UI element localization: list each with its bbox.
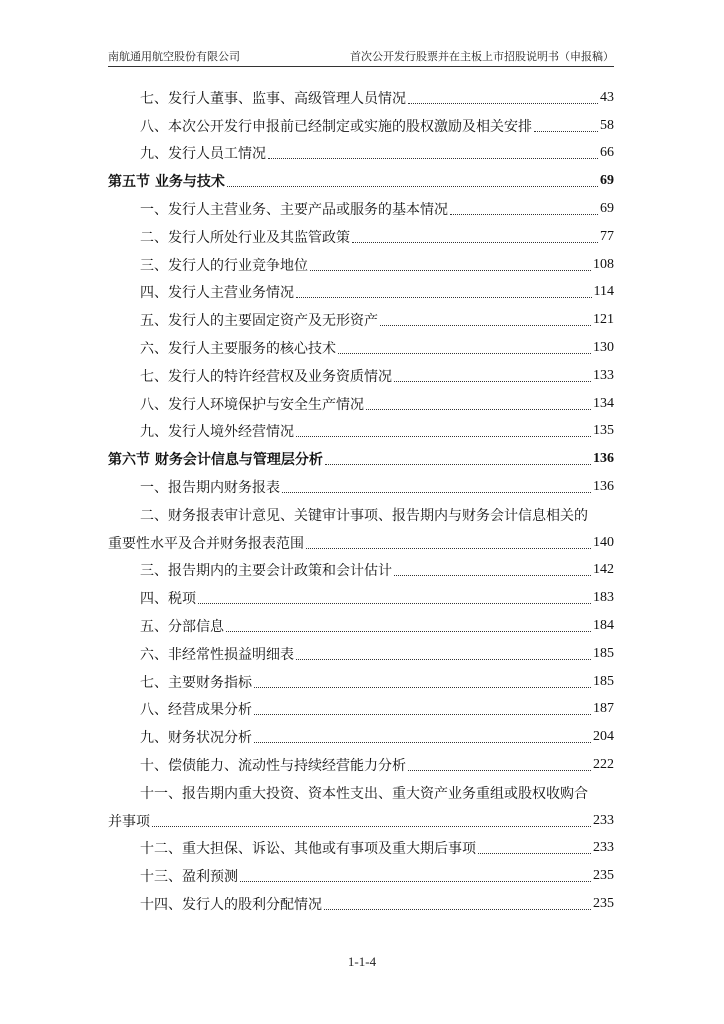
toc-entry-label: 六、非经常性损益明细表	[140, 646, 294, 663]
toc-leader-dots	[296, 658, 591, 660]
toc-entry-label: 十四、发行人的股利分配情况	[140, 897, 322, 913]
toc-entry-page: 69	[600, 173, 614, 189]
toc-entry-page: 43	[600, 89, 614, 105]
toc-leader-dots	[227, 185, 598, 187]
toc-entry[interactable]	[108, 334, 614, 362]
toc-leader-dots	[226, 630, 591, 632]
toc-entry-page: 66	[600, 145, 614, 161]
toc-leader-dots	[394, 574, 591, 576]
toc-entry[interactable]	[108, 612, 614, 640]
toc-entry[interactable]	[108, 140, 614, 168]
toc-entry-label: 二、财务报表审计意见、关键审计事项、报告期内与财务会计信息相关的	[140, 507, 588, 524]
toc-entry[interactable]	[108, 890, 614, 918]
toc-entry-page: 183	[593, 590, 614, 606]
toc-entry-label: 重要性水平及合并财务报表范围	[108, 535, 304, 552]
toc-leader-dots	[325, 463, 591, 465]
toc-entry[interactable]	[108, 223, 614, 251]
toc-entry-label: 四、发行人主营业务情况	[140, 285, 294, 302]
toc-entry-label: 二、发行人所处行业及其监管政策	[140, 229, 350, 246]
toc-entry-page: 136	[593, 479, 614, 495]
toc-entry-page: 136	[593, 451, 614, 467]
toc-entry-page: 134	[593, 395, 614, 411]
toc-entry-page: 235	[593, 868, 614, 884]
toc-leader-dots	[534, 130, 598, 132]
toc-entry-page: 142	[593, 562, 614, 578]
toc-entry-label: 九、财务状况分析	[140, 730, 252, 747]
toc-entry-page: 185	[593, 645, 614, 661]
toc-entry-label: 一、报告期内财务报表	[140, 480, 280, 497]
toc-leader-dots	[478, 852, 591, 854]
toc-entry-page: 135	[593, 423, 614, 439]
toc-entry[interactable]	[108, 473, 614, 501]
toc-entry[interactable]	[108, 779, 614, 807]
toc-entry-page: 77	[600, 228, 614, 244]
toc-entry-label: 五、发行人的主要固定资产及无形资产	[140, 313, 378, 330]
toc-entry-label: 十、偿债能力、流动性与持续经营能力分析	[140, 758, 406, 775]
toc-entry-page: 121	[593, 312, 614, 328]
toc-entry-page: 233	[593, 812, 614, 828]
toc-entry[interactable]	[108, 835, 614, 863]
toc-entry-label: 九、发行人境外经营情况	[140, 424, 294, 441]
toc-entry[interactable]	[108, 418, 614, 446]
toc-entry-label: 八、本次公开发行申报前已经制定或实施的股权激励及相关安排	[140, 118, 532, 135]
toc-entry-page: 235	[593, 896, 614, 911]
toc-entry[interactable]	[108, 529, 614, 557]
toc-entry-label: 十一、报告期内重大投资、资本性支出、重大资产业务重组或股权收购合	[140, 785, 588, 802]
toc-entry-page: 114	[593, 284, 614, 300]
toc-leader-dots	[152, 825, 591, 827]
toc-section-entry[interactable]	[108, 167, 614, 195]
page-number: 1-1-4	[347, 954, 377, 969]
toc-entry[interactable]	[108, 306, 614, 334]
toc-leader-dots	[310, 269, 591, 271]
toc-entry-label: 六、发行人主要服务的核心技术	[140, 341, 336, 358]
toc-leader-dots	[240, 880, 591, 882]
toc-leader-dots	[198, 602, 591, 604]
toc-entry-label: 三、报告期内的主要会计政策和会计估计	[140, 563, 392, 580]
toc-leader-dots	[394, 380, 591, 382]
header-company: 南航通用航空股份有限公司	[108, 50, 240, 63]
toc-entry-page: 58	[600, 117, 614, 133]
toc-entry-label: 七、主要财务指标	[140, 674, 252, 691]
toc-leader-dots	[296, 296, 592, 298]
toc-entry-page: 204	[593, 729, 614, 745]
toc-entry-label: 七、发行人董事、监事、高级管理人员情况	[140, 90, 406, 107]
toc-entry[interactable]	[108, 557, 614, 585]
toc-leader-dots	[450, 213, 598, 215]
toc-entry-label: 七、发行人的特许经营权及业务资质情况	[140, 368, 392, 385]
toc-entry[interactable]	[108, 751, 614, 779]
toc-entry-label: 九、发行人员工情况	[140, 146, 266, 163]
toc-leader-dots	[254, 713, 591, 715]
toc-leader-dots	[380, 324, 591, 326]
toc-leader-dots	[338, 352, 591, 354]
toc-entry-page: 185	[593, 673, 614, 689]
toc-entry-label: 四、税项	[140, 591, 196, 608]
toc-entry[interactable]	[108, 807, 614, 835]
toc-entry[interactable]	[108, 584, 614, 612]
toc-entry[interactable]	[108, 390, 614, 418]
toc-entry[interactable]	[108, 251, 614, 279]
toc-entry[interactable]	[108, 696, 614, 724]
toc-entry[interactable]	[108, 640, 614, 668]
toc-leader-dots	[352, 241, 598, 243]
toc-leader-dots	[324, 908, 591, 910]
toc-entry-page: 222	[593, 757, 614, 773]
toc-entry-label: 并事项	[108, 813, 150, 830]
toc-leader-dots	[408, 769, 591, 771]
toc-entry-page: 184	[593, 618, 614, 634]
toc-entry[interactable]	[108, 195, 614, 223]
toc-entry-label: 八、经营成果分析	[140, 702, 252, 719]
toc-entry[interactable]	[108, 112, 614, 140]
toc-leader-dots	[254, 686, 591, 688]
toc-leader-dots	[306, 547, 591, 549]
toc-entry-page: 187	[593, 701, 614, 717]
toc-entry-label: 十二、重大担保、诉讼、其他或有事项及重大期后事项	[140, 841, 476, 858]
toc-entry-label: 第五节 业务与技术	[108, 174, 225, 191]
toc-entry-label: 十三、盈利预测	[140, 869, 238, 886]
toc-entry[interactable]	[108, 279, 614, 307]
table-of-contents	[108, 84, 614, 918]
toc-entry[interactable]	[108, 84, 614, 112]
toc-entry[interactable]	[108, 362, 614, 390]
header-doc-title: 首次公开发行股票并在主板上市招股说明书（申报稿）	[350, 50, 614, 63]
toc-leader-dots	[268, 157, 598, 159]
toc-entry-label: 五、分部信息	[140, 619, 224, 636]
toc-entry[interactable]	[108, 501, 614, 529]
toc-entry-label: 第六节 财务会计信息与管理层分析	[108, 452, 323, 469]
toc-leader-dots	[366, 408, 591, 410]
toc-leader-dots	[296, 435, 591, 437]
toc-entry[interactable]	[108, 862, 614, 890]
toc-entry[interactable]	[108, 723, 614, 751]
toc-entry-label: 一、发行人主营业务、主要产品或服务的基本情况	[140, 202, 448, 219]
toc-leader-dots	[282, 491, 591, 493]
toc-entry[interactable]	[108, 668, 614, 696]
toc-entry-page: 69	[600, 201, 614, 217]
page-header	[108, 44, 614, 67]
toc-entry-page: 140	[593, 534, 614, 550]
toc-entry-page: 133	[593, 367, 614, 383]
toc-entry-page: 130	[593, 340, 614, 356]
toc-section-entry[interactable]	[108, 445, 614, 473]
toc-entry-label: 八、发行人环境保护与安全生产情况	[140, 396, 364, 413]
toc-entry-label: 三、发行人的行业竞争地位	[140, 257, 308, 274]
toc-entry-page: 108	[593, 256, 614, 272]
toc-leader-dots	[254, 741, 591, 743]
toc-entry-page: 233	[593, 840, 614, 856]
toc-leader-dots	[408, 102, 598, 104]
